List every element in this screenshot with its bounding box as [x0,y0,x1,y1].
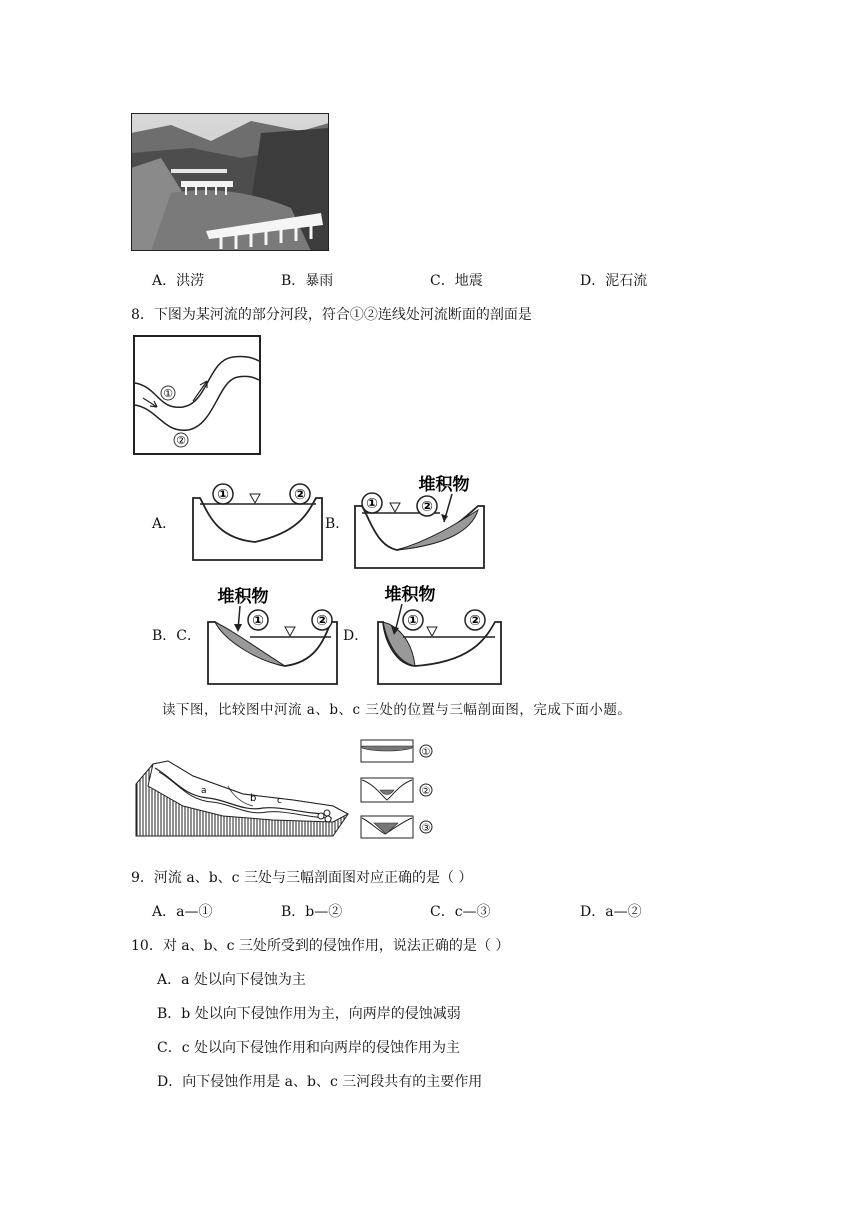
profile-label-2: ② [421,786,431,797]
q8-option-d-label[interactable]: D． [343,628,369,644]
profile-a-circle2: ② [294,487,306,503]
profile-a-circle1: ① [217,487,229,503]
profile-c-deposit-label: 堆积物 [217,587,269,607]
point-b-label: b [250,793,257,804]
figure-intro: 读下图，比较图中河流 a、b、c 三处的位置与三幅剖面图，完成下面小题。 [162,702,632,718]
q8-option-a-label[interactable]: A． [152,516,177,532]
profile-b-circle1: ① [366,496,378,512]
profile-c-circle1: ① [252,613,264,629]
river-bend-map [133,335,261,455]
profile-d-deposit-label: 堆积物 [384,585,436,605]
river-valley-block-diagram [133,756,351,838]
q9-option-a[interactable]: A．a—① [152,904,213,920]
q10-option-b[interactable]: B．b 处以向下侵蚀作用为主，向两岸的侵蚀减弱 [157,1006,461,1022]
q9-stem: 9．河流 a、b、c 三处与三幅剖面图对应正确的是（ ） [131,870,473,886]
profile-c-circle2: ② [316,613,328,629]
map-label-2: ② [176,434,186,447]
profile-d-diagram [375,580,505,686]
q8-option-b-label[interactable]: B． [325,516,350,532]
profile-d-circle2: ② [469,613,481,629]
q8-option-c-label[interactable]: B．C． [152,628,201,644]
q9-option-d[interactable]: D．a—② [580,904,642,920]
point-c-label: c [277,796,282,806]
profile-label-1: ① [421,747,431,758]
q9-option-c[interactable]: C．c—③ [430,904,491,920]
q9-option-b[interactable]: B．b—② [281,904,343,920]
q8-stem: 8．下图为某河流的部分河段，符合①②连线处河流断面的剖面是 [131,307,532,323]
q10-option-c[interactable]: C．c 处以向下侵蚀作用和向两岸的侵蚀作用为主 [157,1040,461,1056]
q7-option-b[interactable]: B．暴雨 [281,273,334,289]
profile-b-deposit-label: 堆积物 [418,475,470,495]
q10-option-a[interactable]: A．a 处以向下侵蚀为主 [157,972,306,988]
profile-b-diagram [352,470,487,570]
profile-label-3: ③ [421,823,431,834]
q7-option-a[interactable]: A．洪涝 [152,273,205,289]
profile-a-diagram [190,482,325,562]
point-a-label: a [201,786,207,796]
q10-option-d[interactable]: D．向下侵蚀作用是 a、b、c 三河段共有的主要作用 [157,1074,483,1090]
q7-option-c[interactable]: C．地震 [430,273,483,289]
debris-flow-photo [131,113,329,251]
profile-b-circle2: ② [421,499,433,515]
map-label-1: ① [163,387,173,400]
cross-section-profiles [360,738,440,840]
profile-c-diagram [205,582,340,686]
q10-stem: 10．对 a、b、c 三处所受到的侵蚀作用，说法正确的是（ ） [131,938,510,954]
profile-d-circle1: ① [407,613,419,629]
q7-option-d[interactable]: D．泥石流 [580,273,648,289]
